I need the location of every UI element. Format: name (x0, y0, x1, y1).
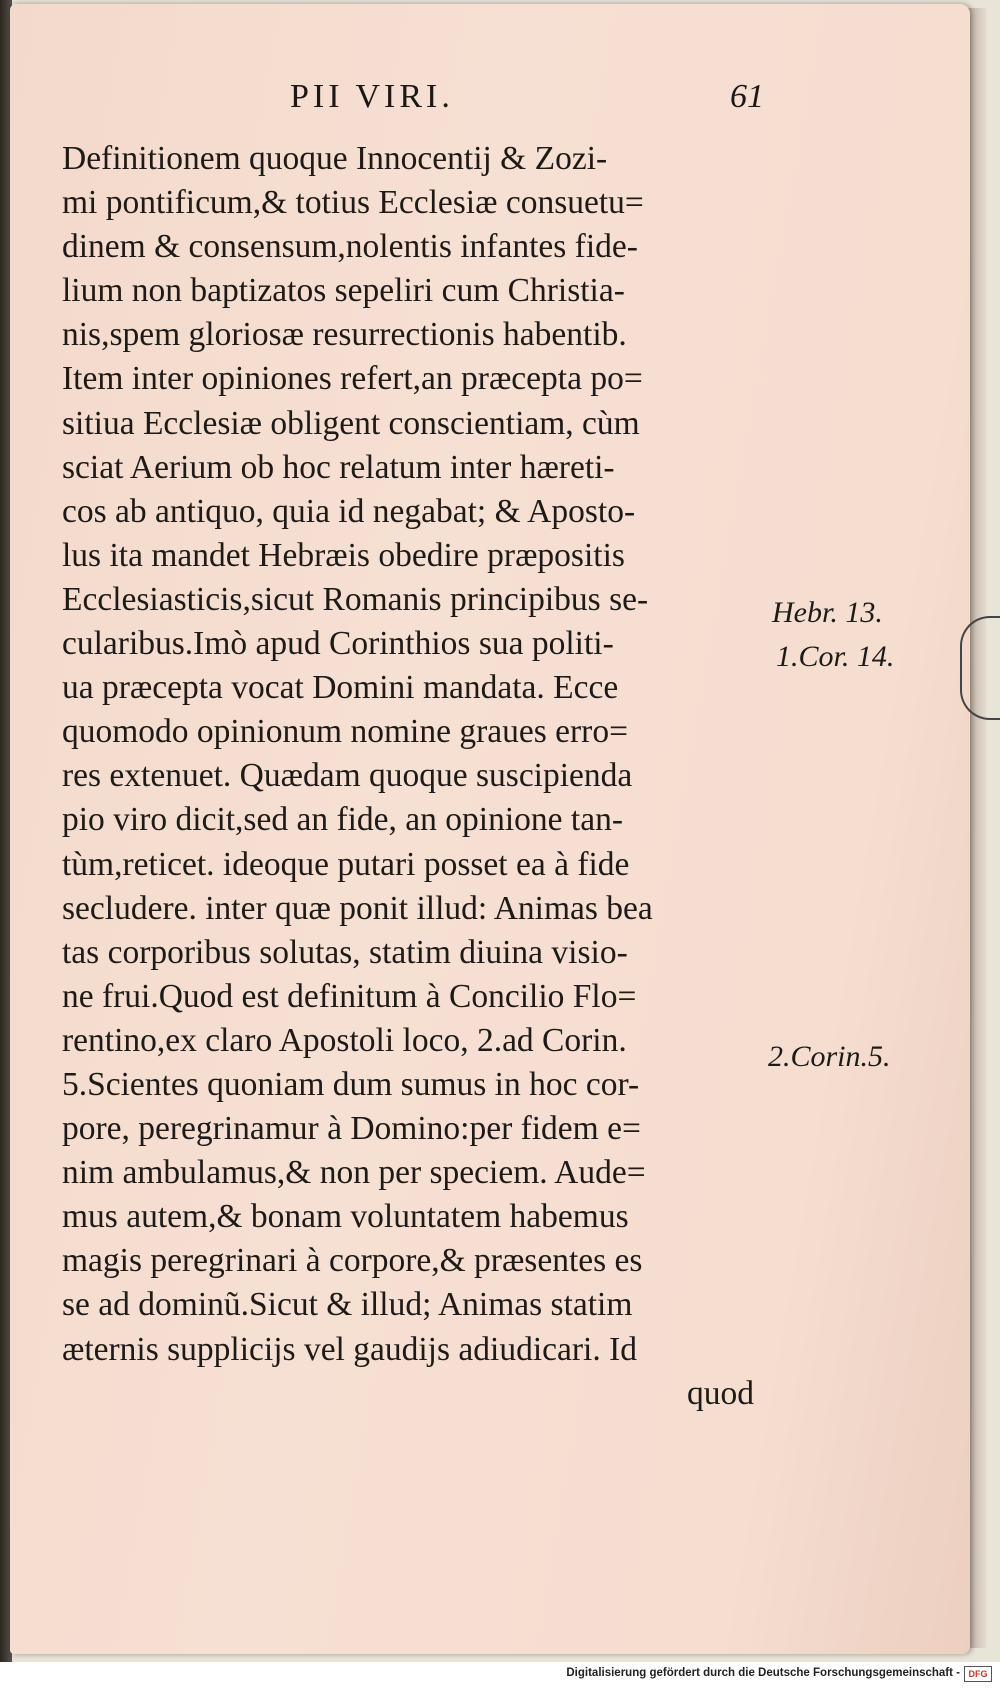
margin-note-cor14: 1.Cor. 14. (776, 640, 895, 673)
text-line: dinem & consensum,nolentis infantes fide- (62, 228, 638, 266)
text-line: mus autem,& bonam voluntatem habemus (62, 1198, 629, 1236)
text-line: tùm,reticet. ideoque putari posset ea à fide (62, 845, 630, 883)
text-line: cos ab antiquo, quia id negabat; & Aposto- (62, 492, 636, 530)
text-line: res extenuet. Quædam quoque suscipienda (62, 757, 633, 795)
text-line: sciat Aerium ob hoc relatum inter hæreti- (62, 448, 615, 486)
footer-bar (0, 1662, 1000, 1688)
text-line: mi pontificum,& totius Ecclesiæ consuetu= (62, 184, 644, 222)
catchword: quod (687, 1374, 754, 1412)
page-clip-mark (960, 616, 1000, 720)
text-line: ua præcepta vocat Domini mandata. Ecce (62, 669, 619, 707)
text-line: æternis supplicijs vel gaudijs adiudicari. Id (62, 1330, 637, 1368)
text-line: Ecclesiasticis,sicut Romanis principibus se- (62, 580, 649, 618)
page-number: 61 (730, 78, 764, 115)
margin-note-corin5: 2.Corin.5. (768, 1040, 891, 1073)
running-title: PII VIRI. (290, 78, 454, 115)
text-line: lus ita mandet Hebræis obedire præpositis (62, 536, 625, 574)
text-line: Item inter opiniones refert,an præcepta po= (62, 360, 643, 398)
text-line: rentino,ex claro Apostoli loco, 2.ad Corin. (62, 1021, 627, 1059)
text-line: magis peregrinari à corpore,& præsentes es (62, 1242, 643, 1280)
dfg-logo: DFG (964, 1666, 992, 1682)
digitization-credit: Digitalisierung gefördert durch die Deutsche Forschungsgemeinschaft - (566, 1667, 960, 1679)
text-line: nis,spem gloriosæ resurrectionis habentib. (62, 316, 627, 354)
text-line: lium non baptizatos sepeliri cum Christia- (62, 272, 625, 310)
text-line: ne frui.Quod est definitum à Concilio Flo= (62, 977, 637, 1015)
text-line: sitiua Ecclesiæ obligent conscientiam, cùm (62, 404, 640, 442)
text-line: se ad dominũ.Sicut & illud; Animas statim (62, 1286, 633, 1324)
text-line: tas corporibus solutas, statim diuina visio- (62, 933, 628, 971)
main-text-block (62, 137, 762, 1416)
text-line: 5.Scientes quoniam dum sumus in hoc cor- (62, 1065, 640, 1103)
text-line: Definitionem quoque Innocentij & Zozi- (62, 140, 608, 177)
text-line: secludere. inter quæ ponit illud: Animas bea (62, 889, 653, 927)
margin-note-hebr: Hebr. 13. (772, 596, 883, 629)
text-line: pore, peregrinamur à Domino:per fidem e= (62, 1110, 641, 1148)
text-line: nim ambulamus,& non per speciem. Aude= (62, 1154, 646, 1192)
text-line: cularibus.Imò apud Corinthios sua politi- (62, 625, 614, 663)
text-line: pio viro dicit,sed an fide, an opinione tan- (62, 801, 623, 839)
page-header (290, 78, 770, 128)
text-line: quomodo opinionum nomine graues erro= (62, 713, 628, 751)
